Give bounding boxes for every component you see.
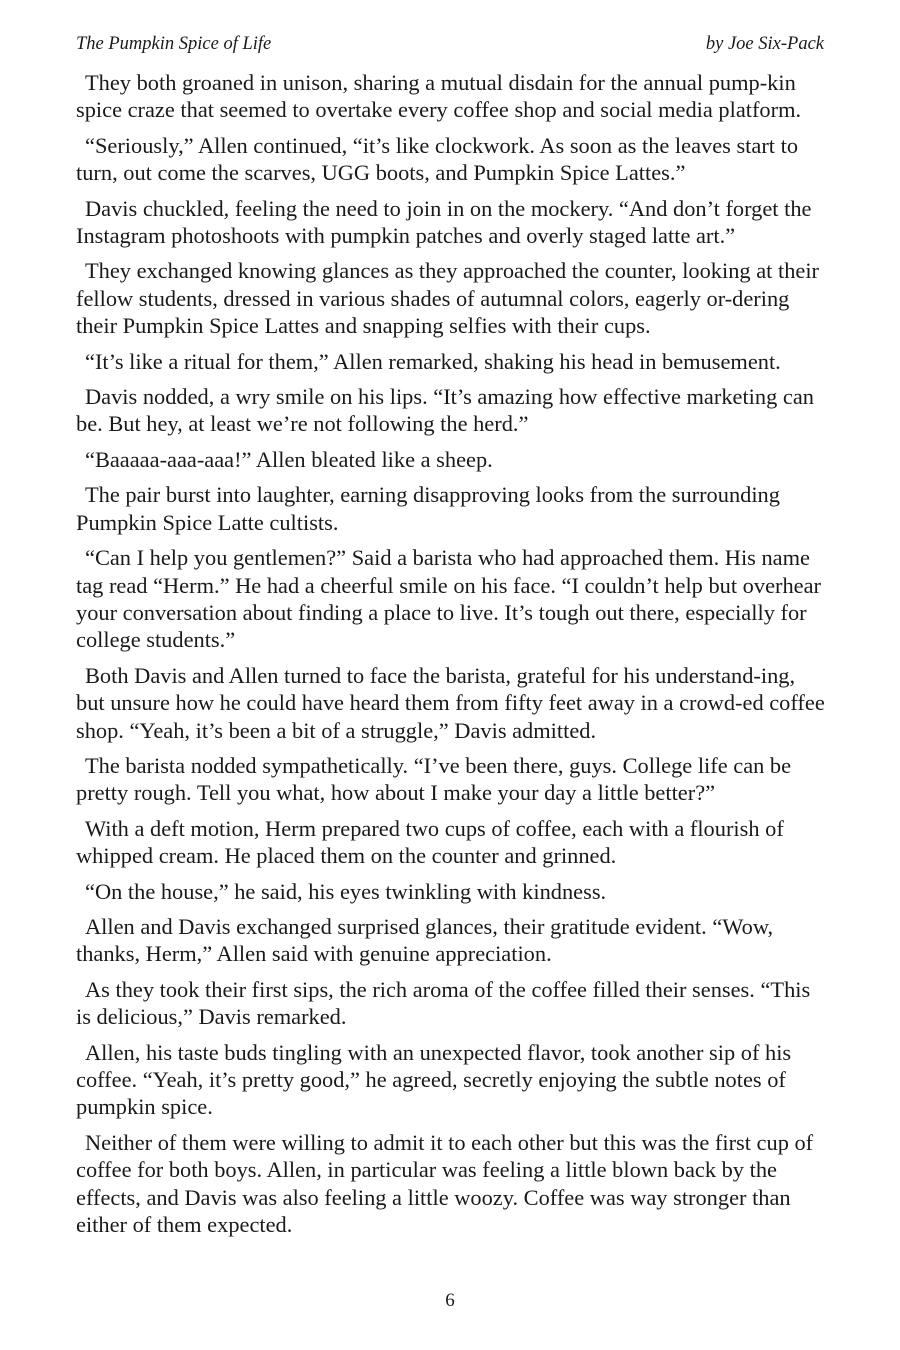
paragraph: Allen, his taste buds tingling with an unexpected flavor, took another sip of his coffee. “Yeah, it’s pretty good,” he agreed, secretly enjoying the subtle notes of pumpkin spice. bbox=[76, 1039, 792, 1120]
page-number: 6 bbox=[445, 1290, 455, 1311]
body-text bbox=[76, 69, 826, 1246]
paragraph: As they took their first sips, the rich aroma of the coffee filled their senses. “This is delicious,” Davis remarked. bbox=[76, 976, 811, 1030]
paragraph: “Baaaaa-aaa-aaa!” Allen bleated like a sheep. bbox=[85, 446, 493, 472]
paragraph: The pair burst into laughter, earning disapproving looks from the surrounding Pumpkin Spice Latte cultists. bbox=[76, 482, 780, 535]
paragraph: Davis chuckled, feeling the need to join in on the mockery. “And don’t forget the Instagram photoshoots with pumpkin patches and overly staged latte art.” bbox=[76, 195, 812, 249]
paragraph: “It’s like a ritual for them,” Allen remarked, shaking his head in bemusement. bbox=[85, 348, 781, 374]
paragraph: “On the house,” he said, his eyes twinkling with kindness. bbox=[85, 878, 607, 904]
paragraph: “Seriously,” Allen continued, “it’s like clockwork. As soon as the leaves start to turn, out come the scarves, UGG boots, and Pumpkin Spice Lattes.” bbox=[76, 132, 799, 186]
paragraph: They exchanged knowing glances as they approached the counter, looking at their fellow students, dressed in various shades of autumnal colors, eagerly or-dering their Pumpkin Spice Lattes and snapping selfies with their cups. bbox=[76, 258, 820, 339]
book-title: The Pumpkin Spice of Life bbox=[76, 34, 272, 54]
paragraph: Neither of them were willing to admit it to each other but this was the first cup of coffee for both boys. Allen, in particular was feeling a little blown back by the effects, and Davis was also feeling a little woozy. Coffee was way stronger than either of them expected. bbox=[76, 1129, 814, 1238]
running-header bbox=[76, 34, 824, 60]
paragraph: “Can I help you gentlemen?” Said a barista who had approached them. His name tag read “Herm.” He had a cheerful smile on his face. “I couldn’t help but overhear your conversation about finding a place to live. It’s tough out there, especially for college students.” bbox=[76, 545, 821, 653]
paragraph: With a deft motion, Herm prepared two cups of coffee, each with a flourish of whipped cream. He placed them on the counter and grinned. bbox=[76, 815, 784, 869]
paragraph: Allen and Davis exchanged surprised glances, their gratitude evident. “Wow, thanks, Herm,” Allen said with genuine appreciation. bbox=[76, 913, 774, 967]
paragraph: The barista nodded sympathetically. “I’ve been there, guys. College life can be pretty rough. Tell you what, how about I make your day a little better?” bbox=[76, 752, 792, 806]
paragraph: They both groaned in unison, sharing a mutual disdain for the annual pump-kin spice craze that seemed to overtake every coffee shop and social media platform. bbox=[76, 70, 802, 123]
paragraph: Both Davis and Allen turned to face the barista, grateful for his understand-ing, but unsure how he could have heard them from fifty feet away in a crowd-ed coffee shop. “Yeah, it’s been a bit of a struggle,” Davis admitted. bbox=[76, 662, 825, 743]
paragraph: Davis nodded, a wry smile on his lips. “It’s amazing how effective marketing can be. But hey, at least we’re not following the herd.” bbox=[76, 384, 814, 437]
author-byline: by Joe Six-Pack bbox=[705, 34, 824, 54]
